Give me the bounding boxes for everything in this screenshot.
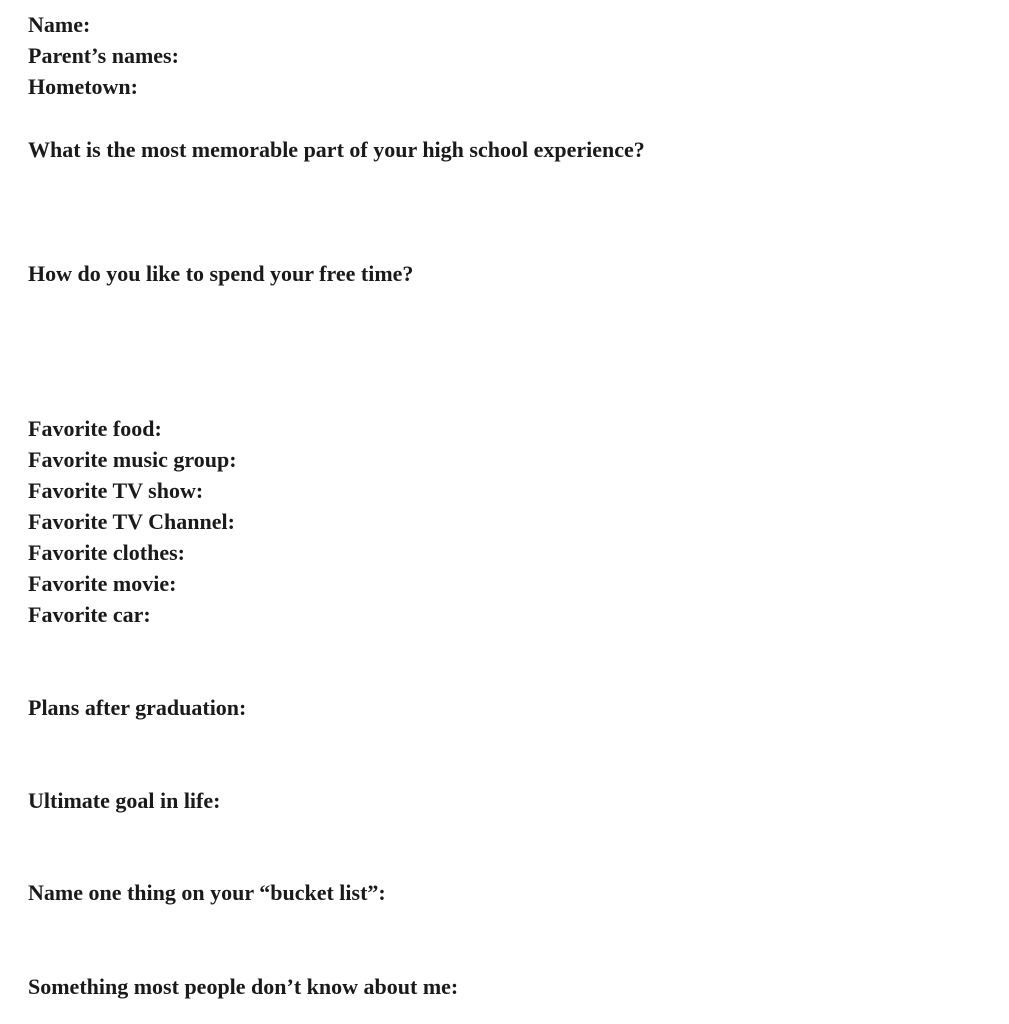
favorite-food-label: Favorite food: — [28, 416, 162, 441]
unknown-fact-label: Something most people don’t know about me: — [28, 974, 459, 999]
bucket-list-label: Name one thing on your “bucket list”: — [28, 880, 386, 905]
memorable-experience-question: What is the most memorable part of your high school experience? — [28, 137, 645, 162]
favorite-car-label: Favorite car: — [28, 602, 151, 627]
plans-after-graduation-label: Plans after graduation: — [28, 695, 247, 720]
ultimate-goal-label: Ultimate goal in life: — [28, 788, 221, 813]
favorite-clothes-label: Favorite clothes: — [28, 540, 185, 565]
hometown-label: Hometown: — [28, 74, 138, 99]
favorite-tv-show-label: Favorite TV show: — [28, 478, 204, 503]
name-label: Name: — [28, 12, 91, 37]
parents-names-label: Parent’s names: — [28, 43, 179, 68]
favorite-music-group-label: Favorite music group: — [28, 447, 237, 472]
favorite-movie-label: Favorite movie: — [28, 571, 177, 596]
free-time-question: How do you like to spend your free time? — [28, 261, 414, 286]
favorite-tv-channel-label: Favorite TV Channel: — [28, 509, 235, 534]
